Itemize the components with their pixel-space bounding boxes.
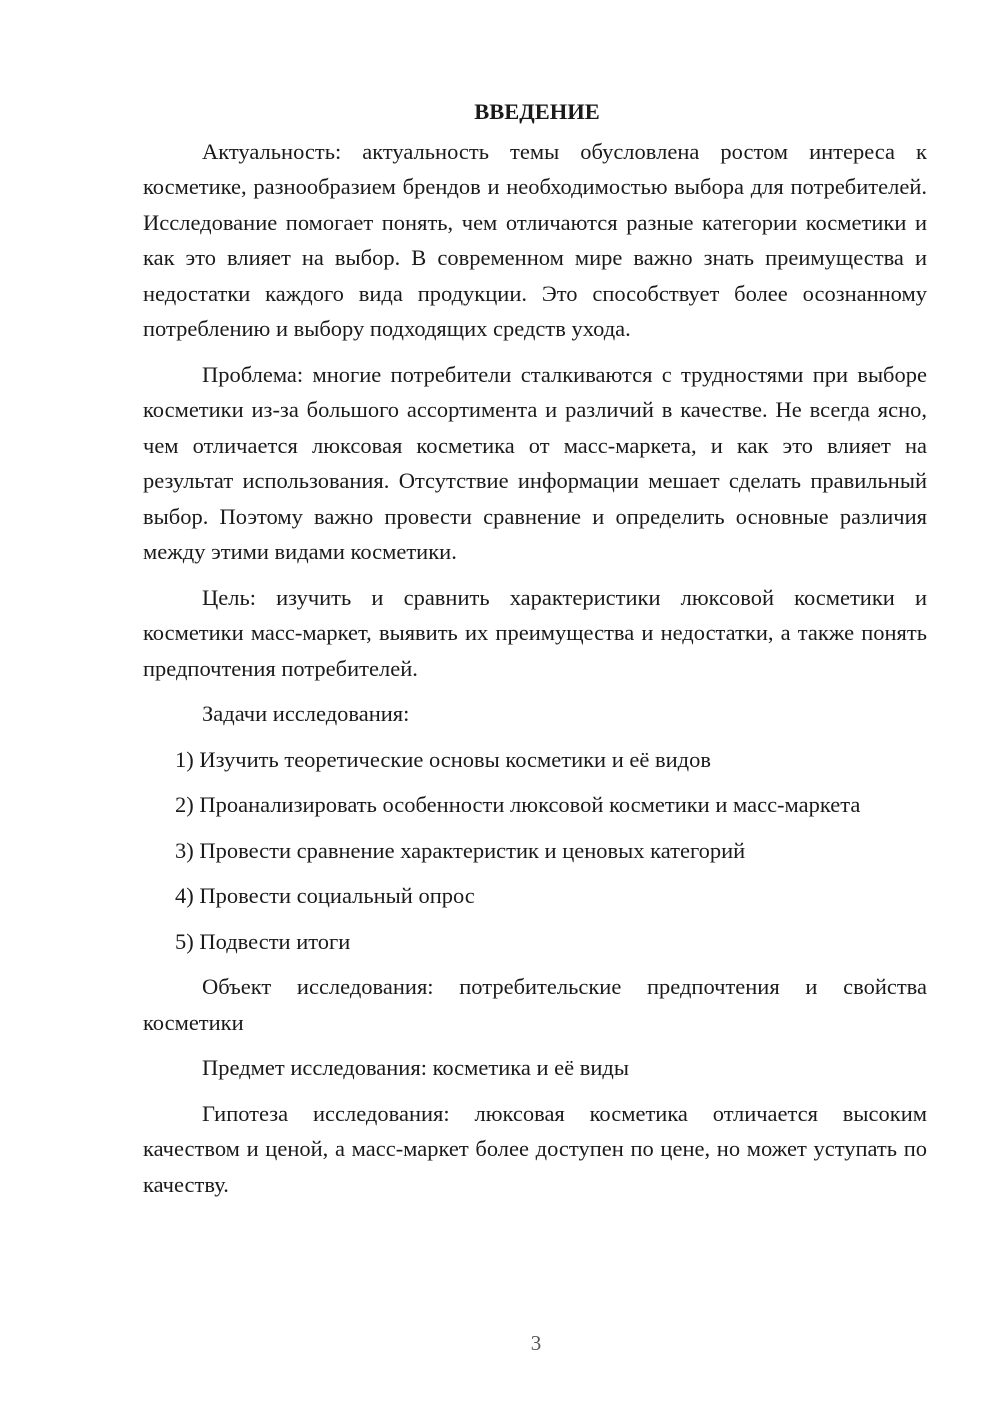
subject-paragraph: Предмет исследования: косметика и её виды [202, 1055, 629, 1080]
document-body [143, 94, 927, 1212]
task-item: 4) Провести социальный опрос [175, 883, 475, 908]
task-item: 3) Провести сравнение характеристик и ценовых категорий [175, 837, 746, 863]
hypothesis-paragraph: Гипотеза исследования: люксовая косметика отличается высоким качеством и ценой, а масс-маркет более доступен по цене, но может уступать по качеству. [143, 1100, 927, 1197]
task-item: 1) Изучить теоретические основы косметики и её видов [175, 746, 711, 772]
relevance-paragraph: Актуальность: актуальность темы обусловлена ростом интереса к косметике, разнообразием брендов и необходимостью выбора для потребителей. Исследование помогает понять, чем отличаются разные категории косметики и как это влияет на выбор. В современном мире важно знать преимущества и недостатки каждого вида продукции. Это способствует более осознанному потреблению и выбору подходящих средств ухода. [143, 138, 927, 341]
tasks-title: Задачи исследования: [202, 701, 410, 726]
task-item: 2) Проанализировать особенности люксовой косметики и масс-маркета [175, 792, 861, 817]
goal-paragraph: Цель: изучить и сравнить характеристики люксовой косметики и косметики масс-маркет, выявить их преимущества и недостатки, а также понять предпочтения потребителей. [143, 584, 927, 681]
object-paragraph: Объект исследования: потребительские предпочтения и свойства косметики [143, 974, 927, 1035]
task-item: 5) Подвести итоги [175, 928, 351, 954]
page-number: 3 [530, 1331, 542, 1355]
problem-paragraph: Проблема: многие потребители сталкиваются с трудностями при выборе косметики из-за большого ассортимента и различий в качестве. Не всегда ясно, чем отличается люксовая косметика от масс-маркета, и как это влияет на результат использования. Отсутствие информации мешает сделать правильный выбор. Поэтому важно провести сравнение и определить основные различия между этими видами косметики. [143, 361, 927, 564]
section-heading: ВВЕДЕНИЕ [474, 99, 600, 124]
